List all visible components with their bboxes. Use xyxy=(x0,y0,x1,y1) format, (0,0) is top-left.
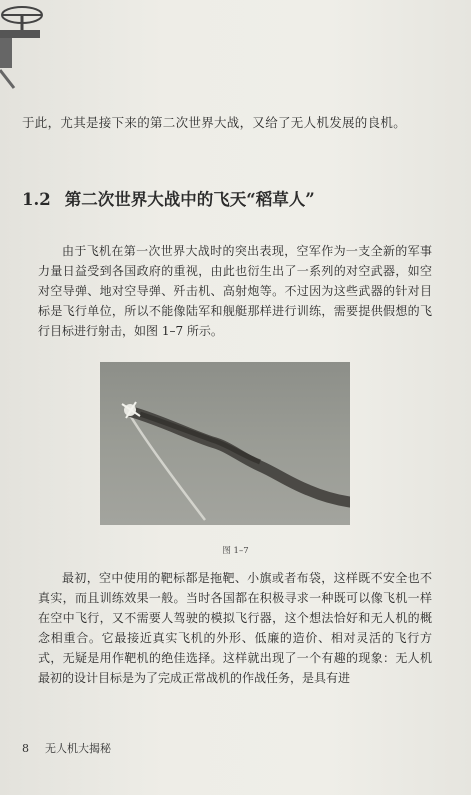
target-drone-smoke-photo xyxy=(100,362,350,525)
page-number: 8 xyxy=(22,742,29,755)
book-title: 无人机大揭秘 xyxy=(45,742,111,755)
figure-caption: 图 1–7 xyxy=(222,546,249,556)
paragraph-1: 由于飞机在第一次世界大战时的突出表现，空军作为一支全新的军事力量日益受到各国政府的重视，由此也衍生出了一系列的对空武器，如空对空导弹、地对空导弹、歼击机、高射炮等。不过因为这些武器的针对目标是飞行单位，所以不能像陆军和舰艇那样进行训练，需要提供假想的飞行目标进行射击，如图 1–7 所示。 xyxy=(38,244,432,338)
continued-text-line: 于此，尤其是接下来的第二次世界大战，又给了无人机发展的良机。 xyxy=(22,115,407,130)
figure-target-drone-photo xyxy=(100,362,350,525)
section-title: 第二次世界大战中的飞天“稻草人” xyxy=(64,190,315,209)
drone-corner-graphic xyxy=(0,0,50,90)
page-footer xyxy=(22,740,322,756)
section-heading xyxy=(22,186,452,210)
section-number: 1.2 xyxy=(22,190,51,209)
paragraph-2: 最初，空中使用的靶标都是拖靶、小旗或者布袋，这样既不安全也不真实，而且训练效果一般。当时各国都在积极寻求一种既可以像飞机一样在空中飞行，又不需要人驾驶的模拟飞行器，这个想法恰好和无人机的概念相重合。它最接近真实飞机的外形、低廉的造价、相对灵活的飞行方式，无疑是用作靶机的绝佳选择。这样就出现了一个有趣的现象：无人机最初的设计目标是为了完成正常战机的作战任务，是具有进 xyxy=(38,571,432,685)
